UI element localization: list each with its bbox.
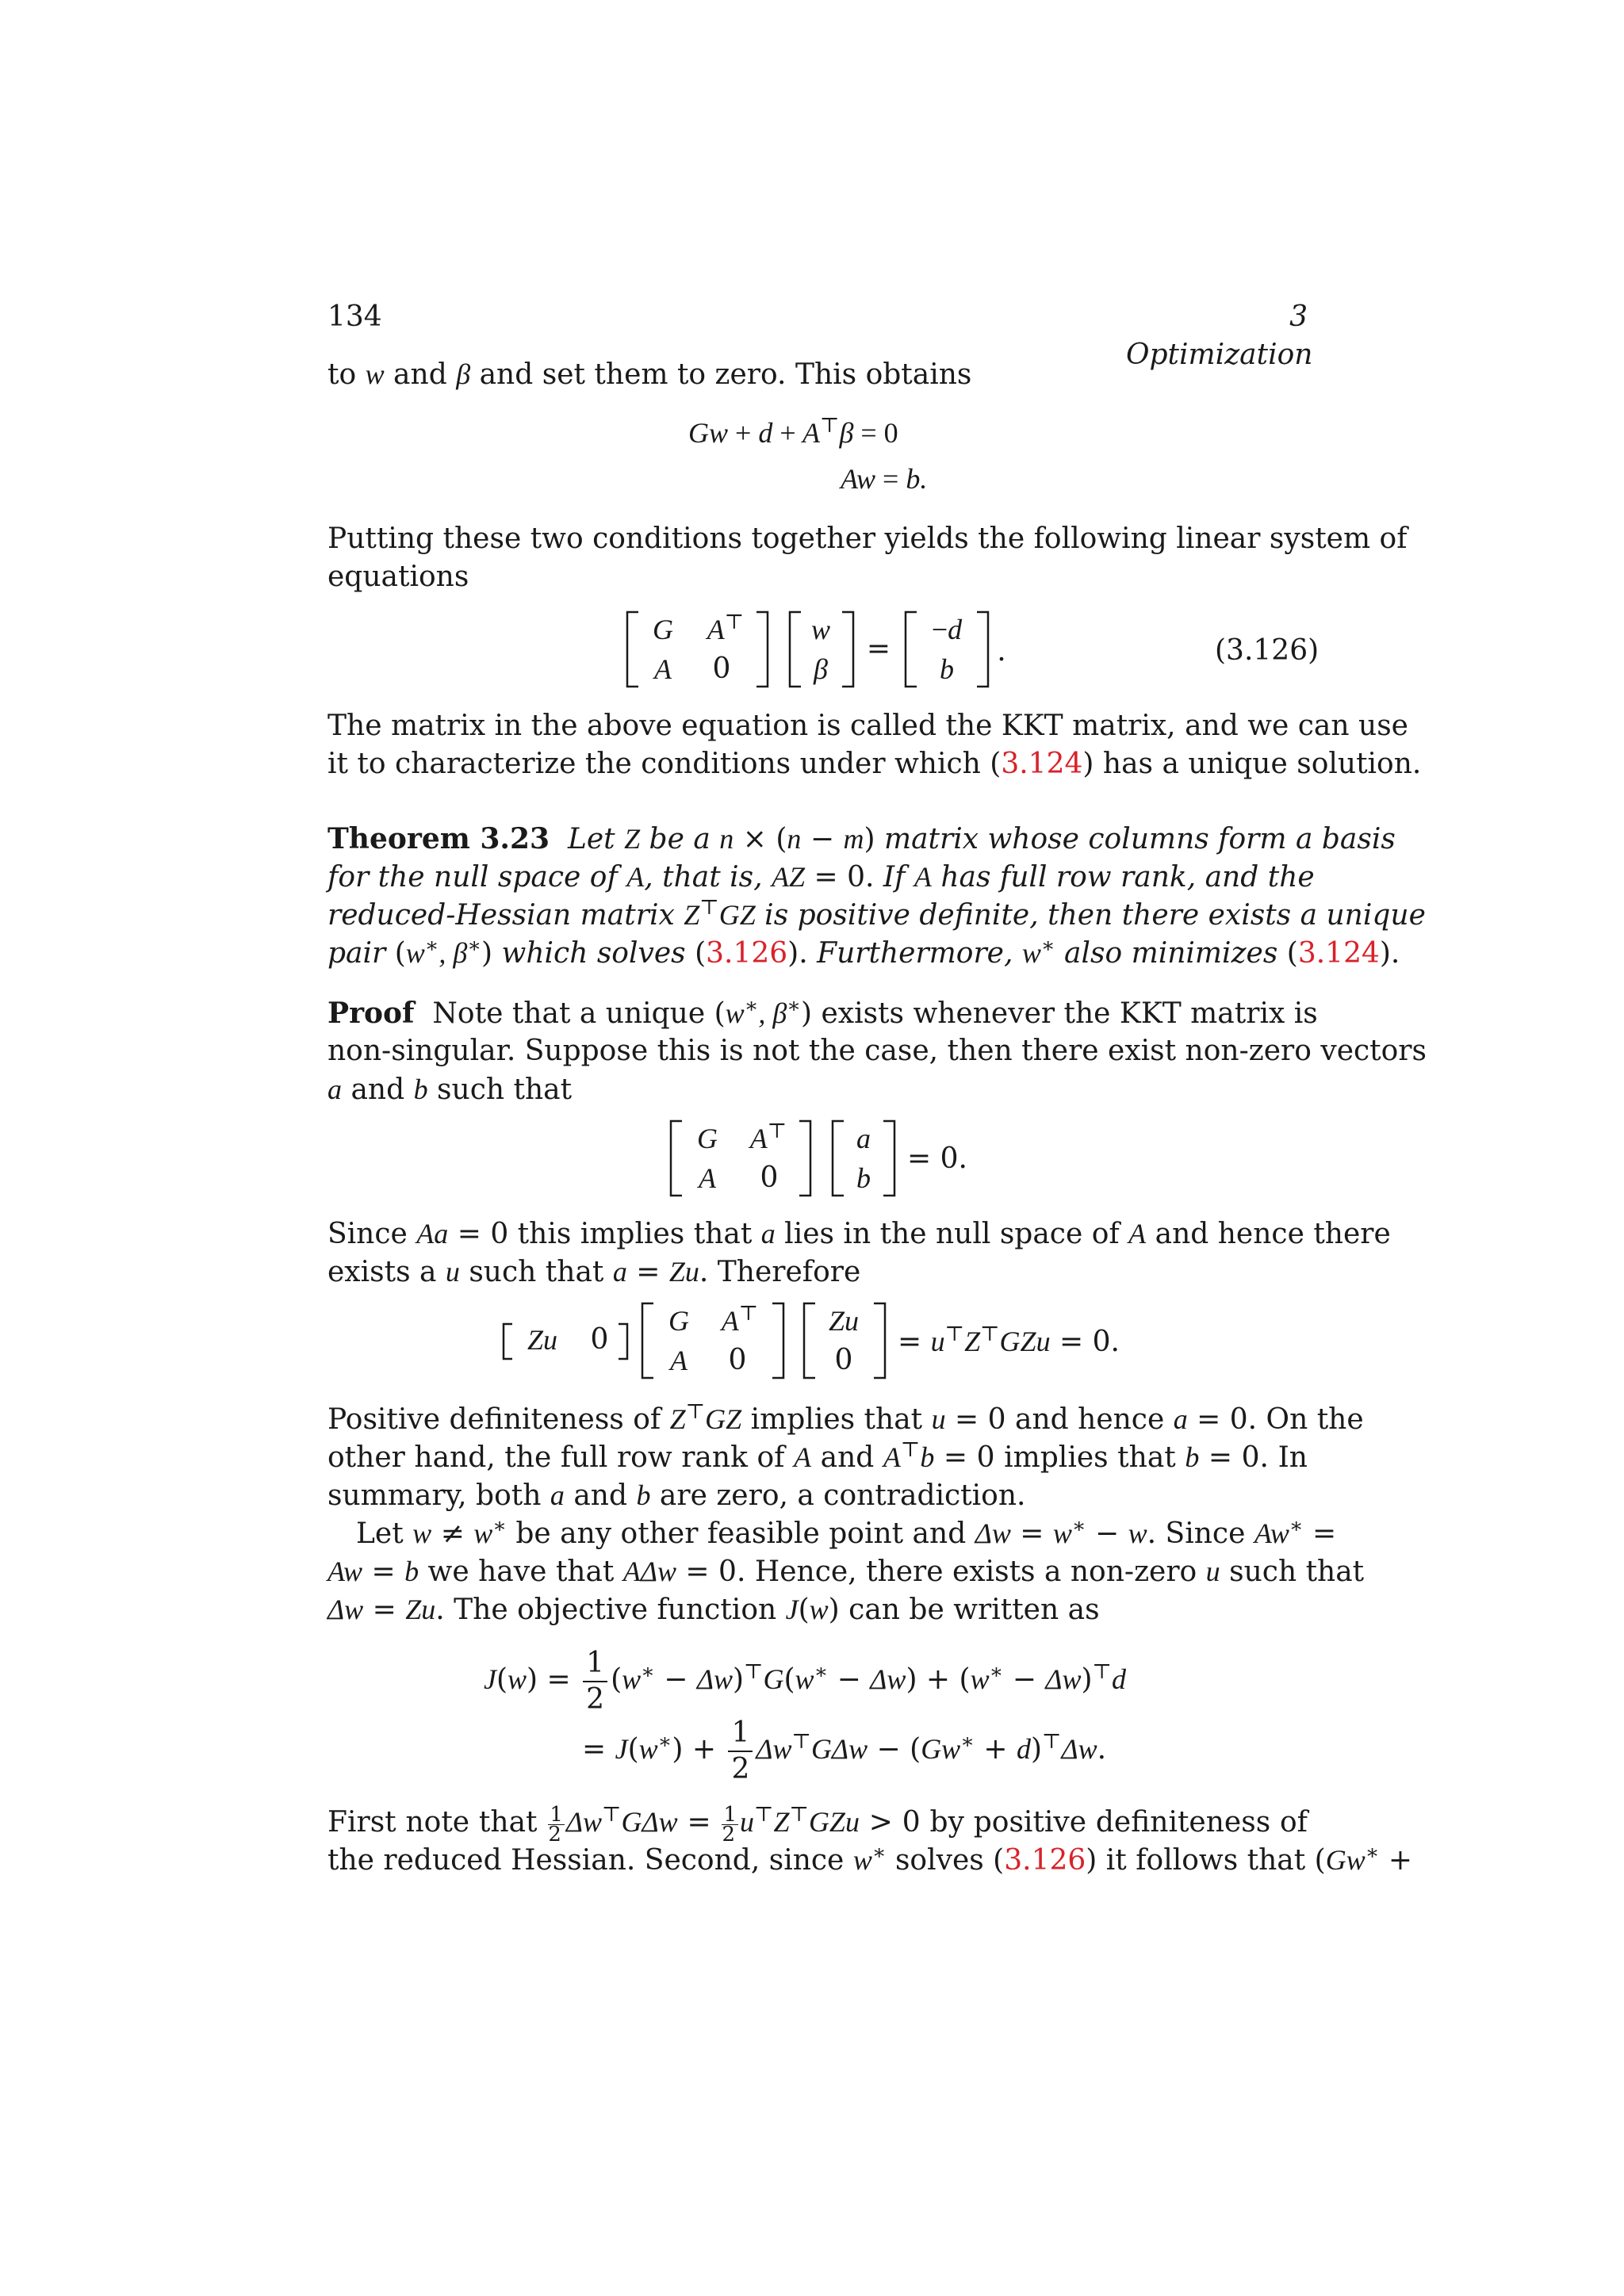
- proof-line-10: Aw = b we have that AΔw = 0. Hence, there exists a non-zero u such that: [327, 1556, 1365, 1588]
- proof-line-4: Since Aa = 0 this implies that a lies in the null space of A and hence there: [327, 1218, 1391, 1250]
- equation-number: (3.126): [1215, 634, 1320, 667]
- kkt-matrix-desc-line-1: The matrix in the above equation is called the KKT matrix, and we can use: [327, 710, 1408, 742]
- proof-line-12: First note that $\frac{1}{2}$ Δw⊤GΔw = $\frac{1}{2}$ u⊤Z⊤GZu > 0 by positive definiteness of: [327, 1802, 1308, 1846]
- proof-line-5: exists a u such that a = Zu. Therefore: [327, 1256, 861, 1288]
- right-bracket: [769, 1302, 788, 1380]
- left-bracket: [799, 1302, 818, 1380]
- proof-line-1: Proof Note that a unique (w∗, β∗) exists whenever the KKT matrix is: [327, 994, 1318, 1030]
- equation-feasibility: Aw = b.: [841, 463, 928, 495]
- proof-line-9: Let w ≠ w∗ be any other feasible point and Δw = w∗ − w. Since Aw∗ =: [356, 1514, 1337, 1550]
- equation-ref-link[interactable]: 3.124: [1001, 748, 1083, 780]
- right-bracket: [974, 610, 993, 688]
- left-bracket: [901, 610, 920, 688]
- intro-text: to w and β and set them to zero. This obtains: [327, 358, 972, 391]
- proof-line-8: summary, both a and b are zero, a contradiction.: [327, 1479, 1026, 1512]
- right-bracket: [839, 610, 858, 688]
- equation-ref-link[interactable]: 3.124: [1297, 937, 1380, 970]
- left-bracket: [666, 1119, 685, 1197]
- objective-expansion-line-1: J(w) = $\frac{1}{2}$ (w∗ − Δw)⊤G(w∗ − Δw) + (w∗ − Δw)⊤d: [484, 1647, 1126, 1716]
- proof-line-13: the reduced Hessian. Second, since w∗ solves (3.126) it follows that (Gw∗ +: [327, 1841, 1412, 1877]
- proof-line-2: non-singular. Suppose this is not the case, then there exist non-zero vectors: [327, 1035, 1427, 1067]
- left-bracket: [638, 1302, 657, 1380]
- equation-ref-link[interactable]: 3.126: [1004, 1844, 1086, 1877]
- page-number: 134: [327, 300, 382, 333]
- proof-line-3: a and b such that: [327, 1073, 573, 1106]
- proof-line-11: Δw = Zu. The objective function J(w) can be written as: [327, 1594, 1100, 1626]
- left-bracket: [622, 610, 642, 688]
- equation-stationarity: Gw + d + A⊤β = 0: [688, 414, 898, 449]
- right-bracket: [753, 610, 772, 688]
- kkt-matrix-desc-line-2: it to characterize the conditions under which (3.124) has a unique solution.: [327, 748, 1422, 780]
- proof-line-7: other hand, the full row rank of A and A⊤b = 0 implies that b = 0. In: [327, 1438, 1308, 1474]
- theorem-label: Theorem 3.23: [327, 822, 550, 855]
- chapter-title: 3 Optimization: [1126, 300, 1313, 371]
- equation-ref-link[interactable]: 3.126: [706, 937, 788, 970]
- kkt-lead-line-2: equations: [327, 561, 469, 593]
- proof-line-6: Positive definiteness of Z⊤GZ implies that u = 0 and hence a = 0. On the: [327, 1400, 1364, 1436]
- right-bracket: [880, 1119, 899, 1197]
- proof-label: Proof: [327, 997, 415, 1030]
- page: 134 3 Optimization to w and β and set them to zero. This obtains Gw + d + A⊤β = 0 Aw = b. Putting these two conditions together yields the following linear system of equations G A⊤ A 0 w β = −d b . (3.126) The matrix in the above equation is called the KKT matrix, and we can use it to characterize the conditions under which (3.124) has a unique solution. Theorem 3.23 Let Z be a n × (n − m) matrix whose columns form a basis for the null space of A, that is, AZ = 0. If A has full row rank, and the reduced-Hessian matrix Z⊤GZ is positive definite, then there exists a unique pair (w∗, β∗) which solves (3.126). Furthermore, w∗ also minimizes (3.124). Proof Note that a unique (w∗, β∗) exists whenever the KKT matrix is non-singular. Suppose this is not the case, then there exist non-zero vectors a and b such that G A⊤ A 0 a b = 0. Since Aa = 0 this implies that a lies in the null space of A and hence there exists a u such that a = Zu. Therefore Zu 0 G A⊤ A 0 Zu 0 = u⊤Z⊤GZu = 0. Positive definiteness of Z⊤GZ implies that u = 0 and hence a = 0. On the other hand, the full row rank of A and A⊤b = 0 implies that b = 0. In summary, both a and b are zero, a contradiction. Let w ≠ w∗ be any other feasible point and Δw = w∗ − w. Since Aw∗ = Aw = b we have that AΔw = 0. Hence, there exists a non-zero u such that Δw = Zu. The objective function J(w) can be written as J(w) = $\frac{1}{2}$ (w∗ − Δw)⊤G(w∗ − Δw) + (w∗ − Δw)⊤d = J(w∗) + $\frac{1}{2}$ Δw⊤GΔw − (Gw∗ + d)⊤Δw. First note that $\frac{1}{2}$ Δw⊤GΔw = $\frac{1}{2}$ u⊤Z⊤GZu > 0 by positive definiteness of the reduced Hessian. Second, since w∗ solves (3.126) it follows that (Gw∗ +: [0, 0, 1624, 2296]
- right-bracket: [871, 1302, 890, 1380]
- right-bracket: [796, 1119, 815, 1197]
- kkt-lead-line-1: Putting these two conditions together yields the following linear system of: [327, 522, 1408, 555]
- objective-expansion-line-2: = J(w∗) + $\frac{1}{2}$ Δw⊤GΔw − (Gw∗ + d)⊤Δw.: [582, 1716, 1107, 1785]
